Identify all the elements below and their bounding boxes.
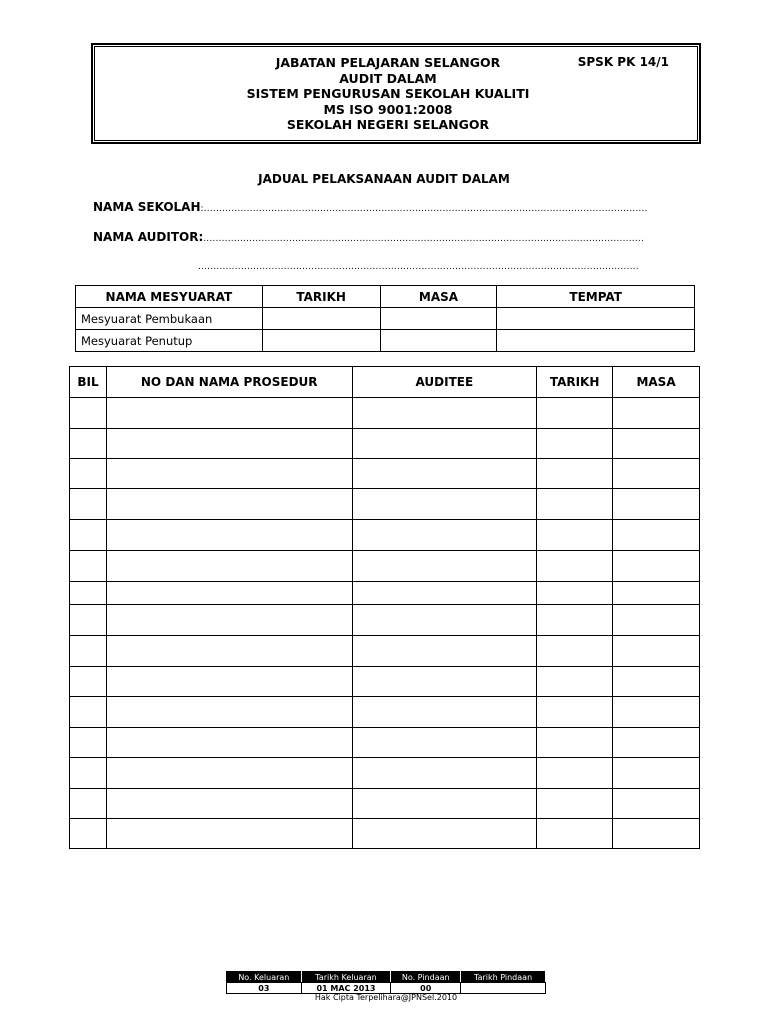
procedure-auditee-cell[interactable] [352, 697, 537, 728]
auditor-name-dotted-line[interactable]: ................................................................................................................................................ [203, 234, 645, 244]
procedure-col-number: BIL [70, 367, 107, 398]
issue-number-header: No. Keluaran [227, 972, 302, 983]
meeting-table-header [76, 286, 695, 308]
procedure-number-cell[interactable] [70, 728, 107, 758]
procedure-date-cell[interactable] [537, 697, 613, 728]
procedure-auditee-cell[interactable] [352, 551, 537, 582]
procedure-number-cell[interactable] [70, 520, 107, 551]
procedure-number-cell[interactable] [70, 819, 107, 849]
procedure-time-cell[interactable] [613, 728, 700, 758]
procedure-name-cell[interactable] [106, 398, 352, 429]
meeting-time-cell[interactable] [380, 308, 497, 330]
procedure-name-cell[interactable] [106, 582, 352, 605]
table-row [70, 429, 700, 459]
meeting-place-cell[interactable] [497, 330, 695, 352]
procedure-name-cell[interactable] [106, 489, 352, 520]
procedure-number-cell[interactable] [70, 429, 107, 459]
table-row [70, 605, 700, 636]
procedure-number-cell[interactable] [70, 459, 107, 489]
procedure-time-cell[interactable] [613, 605, 700, 636]
procedure-name-cell[interactable] [106, 789, 352, 819]
procedure-number-cell[interactable] [70, 758, 107, 789]
procedure-name-cell[interactable] [106, 819, 352, 849]
procedure-time-cell[interactable] [613, 520, 700, 551]
procedure-time-cell[interactable] [613, 489, 700, 520]
procedure-auditee-cell[interactable] [352, 582, 537, 605]
table-row [70, 459, 700, 489]
procedure-table-header [70, 367, 700, 398]
procedure-time-cell[interactable] [613, 636, 700, 667]
revision-footer-table [226, 971, 546, 994]
amendment-number-header: No. Pindaan [391, 972, 461, 983]
procedure-table [69, 366, 700, 849]
procedure-number-cell[interactable] [70, 551, 107, 582]
procedure-number-cell[interactable] [70, 398, 107, 429]
procedure-name-cell[interactable] [106, 605, 352, 636]
procedure-auditee-cell[interactable] [352, 636, 537, 667]
meeting-name-cell: Mesyuarat Pembukaan [76, 308, 263, 330]
procedure-date-cell[interactable] [537, 819, 613, 849]
procedure-name-cell[interactable] [106, 636, 352, 667]
amendment-date-header: Tarikh Pindaan [461, 972, 546, 983]
procedure-col-auditee: AUDITEE [352, 367, 537, 398]
issue-date-value: 01 MAC 2013 [301, 983, 391, 994]
procedure-auditee-cell[interactable] [352, 819, 537, 849]
table-row [70, 789, 700, 819]
meeting-time-cell[interactable] [380, 330, 497, 352]
procedure-date-cell[interactable] [537, 728, 613, 758]
auditor-extra-dotted-line[interactable]: ................................................................................................................................................ [198, 262, 639, 272]
procedure-name-cell[interactable] [106, 429, 352, 459]
table-row [70, 520, 700, 551]
procedure-number-cell[interactable] [70, 489, 107, 520]
procedure-name-cell[interactable] [106, 459, 352, 489]
table-row [70, 697, 700, 728]
school-name-field[interactable] [93, 200, 648, 214]
procedure-date-cell[interactable] [537, 429, 613, 459]
procedure-time-cell[interactable] [613, 697, 700, 728]
procedure-date-cell[interactable] [537, 459, 613, 489]
procedure-date-cell[interactable] [537, 605, 613, 636]
header-line-system: SISTEM PENGURUSAN SEKOLAH KUALITI [246, 86, 530, 102]
amendment-date-value [461, 983, 546, 994]
procedure-number-cell[interactable] [70, 605, 107, 636]
meeting-name-cell: Mesyuarat Penutup [76, 330, 263, 352]
meeting-table [75, 285, 695, 352]
table-row [70, 728, 700, 758]
table-row [70, 758, 700, 789]
meeting-col-name: NAMA MESYUARAT [76, 286, 263, 308]
header-line-audit: AUDIT DALAM [339, 70, 437, 86]
meeting-col-time: MASA [380, 286, 497, 308]
procedure-number-cell[interactable] [70, 697, 107, 728]
procedure-date-cell[interactable] [537, 789, 613, 819]
meeting-date-cell[interactable] [262, 330, 380, 352]
amendment-number-value: 00 [391, 983, 461, 994]
auditor-name-label: NAMA AUDITOR: [93, 230, 204, 244]
procedure-number-cell[interactable] [70, 789, 107, 819]
document-code: SPSK PK 14/1 [577, 55, 669, 69]
procedure-time-cell[interactable] [613, 429, 700, 459]
procedure-auditee-cell[interactable] [352, 605, 537, 636]
revision-footer-header [227, 972, 546, 983]
procedure-auditee-cell[interactable] [352, 758, 537, 789]
table-row [70, 667, 700, 697]
procedure-name-cell[interactable] [106, 758, 352, 789]
header-line-department: JABATAN PELAJARAN SELANGOR [275, 55, 501, 70]
school-name-label: NAMA SEKOLAH [93, 200, 201, 214]
procedure-date-cell[interactable] [537, 398, 613, 429]
auditor-name-extra-line[interactable] [198, 258, 639, 272]
meeting-col-place: TEMPAT [497, 286, 695, 308]
procedure-auditee-cell[interactable] [352, 459, 537, 489]
procedure-name-cell[interactable] [106, 667, 352, 697]
auditor-name-field[interactable] [93, 230, 644, 244]
document-title: JADUAL PELAKSANAAN AUDIT DALAM [258, 172, 510, 186]
copyright-text: Hak Cipta Terpelihara@JPNSel.2010 [314, 993, 458, 1002]
procedure-date-cell[interactable] [537, 582, 613, 605]
procedure-number-cell[interactable] [70, 667, 107, 697]
revision-footer-values [227, 983, 546, 994]
table-row [70, 551, 700, 582]
header-line-standard: MS ISO 9001:2008 [323, 101, 453, 117]
procedure-auditee-cell[interactable] [352, 398, 537, 429]
issue-number-value: 03 [227, 983, 302, 994]
table-row [70, 489, 700, 520]
procedure-time-cell[interactable] [613, 551, 700, 582]
procedure-time-cell[interactable] [613, 667, 700, 697]
procedure-auditee-cell[interactable] [352, 667, 537, 697]
procedure-date-cell[interactable] [537, 520, 613, 551]
procedure-time-cell[interactable] [613, 398, 700, 429]
procedure-time-cell[interactable] [613, 819, 700, 849]
procedure-date-cell[interactable] [537, 489, 613, 520]
procedure-date-cell[interactable] [537, 758, 613, 789]
table-row [70, 582, 700, 605]
procedure-time-cell[interactable] [613, 582, 700, 605]
document-header-box [91, 43, 701, 144]
procedure-auditee-cell[interactable] [352, 728, 537, 758]
procedure-date-cell[interactable] [537, 551, 613, 582]
table-row [70, 636, 700, 667]
table-row [70, 398, 700, 429]
procedure-number-cell[interactable] [70, 636, 107, 667]
school-name-dotted-line[interactable]: :................................................................................................................................................. [200, 204, 648, 214]
procedure-auditee-cell[interactable] [352, 520, 537, 551]
header-lines [233, 55, 543, 133]
header-line-school: SEKOLAH NEGERI SELANGOR [286, 117, 490, 133]
procedure-time-cell[interactable] [613, 789, 700, 819]
procedure-auditee-cell[interactable] [352, 429, 537, 459]
procedure-col-date: TARIKH [537, 367, 613, 398]
procedure-name-cell[interactable] [106, 728, 352, 758]
meeting-date-cell[interactable] [262, 308, 380, 330]
meeting-col-date: TARIKH [262, 286, 380, 308]
procedure-time-cell[interactable] [613, 758, 700, 789]
procedure-auditee-cell[interactable] [352, 489, 537, 520]
procedure-name-cell[interactable] [106, 697, 352, 728]
procedure-date-cell[interactable] [537, 636, 613, 667]
procedure-date-cell[interactable] [537, 667, 613, 697]
procedure-name-cell[interactable] [106, 551, 352, 582]
procedure-name-cell[interactable] [106, 520, 352, 551]
table-row [70, 819, 700, 849]
table-row [76, 330, 695, 352]
issue-date-header: Tarikh Keluaran [301, 972, 391, 983]
procedure-time-cell[interactable] [613, 459, 700, 489]
procedure-number-cell[interactable] [70, 582, 107, 605]
procedure-col-name: NO DAN NAMA PROSEDUR [106, 367, 352, 398]
procedure-auditee-cell[interactable] [352, 789, 537, 819]
procedure-col-time: MASA [613, 367, 700, 398]
table-row [76, 308, 695, 330]
meeting-place-cell[interactable] [497, 308, 695, 330]
